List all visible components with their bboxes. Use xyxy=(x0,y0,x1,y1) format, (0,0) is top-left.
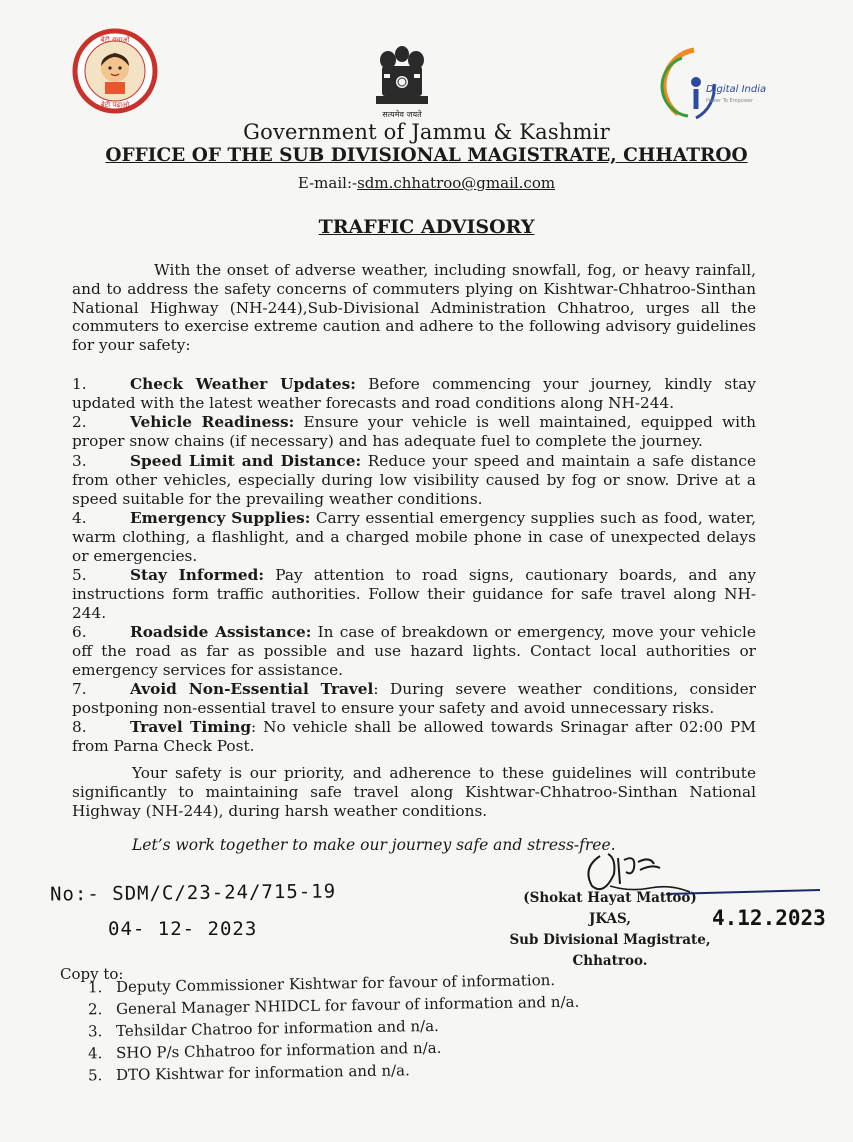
advisory-item xyxy=(72,718,756,756)
copy-to-item-text: Tehsildar Chatroo for information and n/a. xyxy=(115,1016,439,1040)
reference-number: No:- SDM/C/23-24/715-19 xyxy=(49,880,337,906)
advisory-item xyxy=(72,375,756,413)
advisory-item-number: 6. xyxy=(72,623,87,641)
email-address[interactable]: sdm.chhatroo@gmail.com xyxy=(357,174,556,192)
advisory-item xyxy=(72,680,756,718)
email-line xyxy=(0,174,853,192)
copy-to-item-text: Deputy Commissioner Kishtwar for favour of information. xyxy=(115,971,556,996)
advisory-item-text: : No vehicle shall be allowed towards Srinagar after 02:00 PM from Parna Check Post. xyxy=(72,718,756,755)
advisory-item-text: Carry essential emergency supplies such as food, water, warm clothing, a flashlight, and a charged mobile phone in case of unexpected delays or emergencies. xyxy=(72,509,757,565)
advisory-item-number: 1. xyxy=(72,375,87,393)
advisory-item-text: Ensure your vehicle is well maintained, equipped with proper snow chains (if necessary) and has adequate fuel to complete the journey. xyxy=(72,413,756,450)
digital-india-tagline: Power To Empower xyxy=(706,98,754,104)
advisory-item-text: Pay attention to road signs, cautionary boards, and any instructions form traffic authorities. Follow their guidance for safe travel along NH-244. xyxy=(72,566,756,622)
advisory-item-text: : During severe weather conditions, consider postponing non-essential travel to ensure your safety and avoid unnecessary risks. xyxy=(72,680,756,717)
advisory-item xyxy=(72,509,756,565)
advisory-item xyxy=(72,413,756,451)
signatory-designation: Sub Divisional Magistrate, xyxy=(509,932,711,948)
copy-to-item-number: 1. xyxy=(87,978,103,997)
advisory-item-heading: Travel Timing xyxy=(130,718,252,736)
advisory-item-text: Reduce your speed and maintain a safe distance from other vehicles, especially during low visibility caused by fog or snow. Drive at a speed suitable for the prevailing weather conditions. xyxy=(72,452,756,508)
copy-to-item-number: 5. xyxy=(87,1066,103,1085)
logo-left-bottom-text: बेटी पढ़ाओ xyxy=(100,101,130,109)
signature-date: 4.12.2023 xyxy=(712,906,826,930)
digital-india-title: Digital India xyxy=(706,84,767,95)
copy-to-item-text: General Manager NHIDCL for favour of information and n/a. xyxy=(115,992,580,1018)
copy-to-item-number: 4. xyxy=(87,1044,103,1063)
copy-to-item-number: 3. xyxy=(87,1022,103,1041)
logo-left-top-text: बेटी बचाओ xyxy=(100,36,130,44)
advisory-item-number: 5. xyxy=(72,566,87,584)
advisory-item-text: Before commencing your journey, kindly stay updated with the latest weather forecasts and road conditions along NH-244. xyxy=(72,375,756,412)
signatory-name: (Shokat Hayat Mattoo) JKAS, xyxy=(523,890,697,927)
advisory-item-number: 4. xyxy=(72,509,87,527)
advisory-item xyxy=(72,623,756,679)
copy-to-label: Copy to: xyxy=(60,965,124,983)
advisory-item-number: 8. xyxy=(72,718,87,736)
advisory-item-heading: Emergency Supplies: xyxy=(130,509,311,527)
closing-slogan: Let’s work together to make our journey safe and stress-free. xyxy=(132,836,616,854)
office-name: OFFICE OF THE SUB DIVISIONAL MAGISTRATE, CHHATROO xyxy=(105,145,748,166)
copy-to-list xyxy=(87,971,648,1085)
copy-to-item-text: SHO P/s Chhatroo for information and n/a. xyxy=(115,1038,442,1062)
advisory-item-number: 2. xyxy=(72,413,87,431)
government-name: Government of Jammu & Kashmir xyxy=(243,120,610,144)
advisory-item-text: In case of breakdown or emergency, move your vehicle off the road as far as possible and use hazard lights. Contact local authorities or emergency services for assistance. xyxy=(72,623,756,679)
advisory-item xyxy=(72,452,756,508)
advisory-item xyxy=(72,566,756,622)
national-emblem xyxy=(362,42,442,122)
advisory-item-heading: Roadside Assistance: xyxy=(130,623,312,641)
copy-to-item-text: DTO Kishtwar for information and n/a. xyxy=(115,1061,410,1084)
signatory-block xyxy=(500,888,720,972)
advisory-item-heading: Avoid Non-Essential Travel xyxy=(130,680,374,698)
advisory-item-heading: Check Weather Updates: xyxy=(130,375,356,393)
advisory-item-number: 7. xyxy=(72,680,87,698)
digital-india-logo xyxy=(660,44,770,126)
beti-bachao-logo xyxy=(72,28,158,114)
emblem-motto: सत्यमेव जयते xyxy=(382,110,422,119)
advisory-item-heading: Speed Limit and Distance: xyxy=(130,452,362,470)
closing-paragraph: Your safety is our priority, and adherence to these guidelines will contribute significantly to maintaining safe travel along Kishtwar-Chhatroo-Sinthan National Highway (NH-244), during harsh weather conditions. xyxy=(72,764,756,820)
reference-date: 04- 12- 2023 xyxy=(108,918,258,940)
email-label: E-mail:- xyxy=(297,174,358,192)
advisory-item-heading: Stay Informed: xyxy=(130,566,265,584)
intro-paragraph: With the onset of adverse weather, including snowfall, fog, or heavy rainfall, and to address the safety concerns of commuters plying on Kishtwar-Chhatroo-Sinthan National Highway (NH-244),Sub-Divisional Administration Chhatroo, urges all the commuters to exercise extreme caution and adhere to the following advisory guidelines for your safety: xyxy=(72,261,756,355)
document-title: TRAFFIC ADVISORY xyxy=(318,216,535,238)
copy-to-item-number: 2. xyxy=(87,1000,103,1019)
signatory-place: Chhatroo. xyxy=(572,953,648,969)
advisory-item-heading: Vehicle Readiness: xyxy=(130,413,295,431)
advisory-item-number: 3. xyxy=(72,452,87,470)
